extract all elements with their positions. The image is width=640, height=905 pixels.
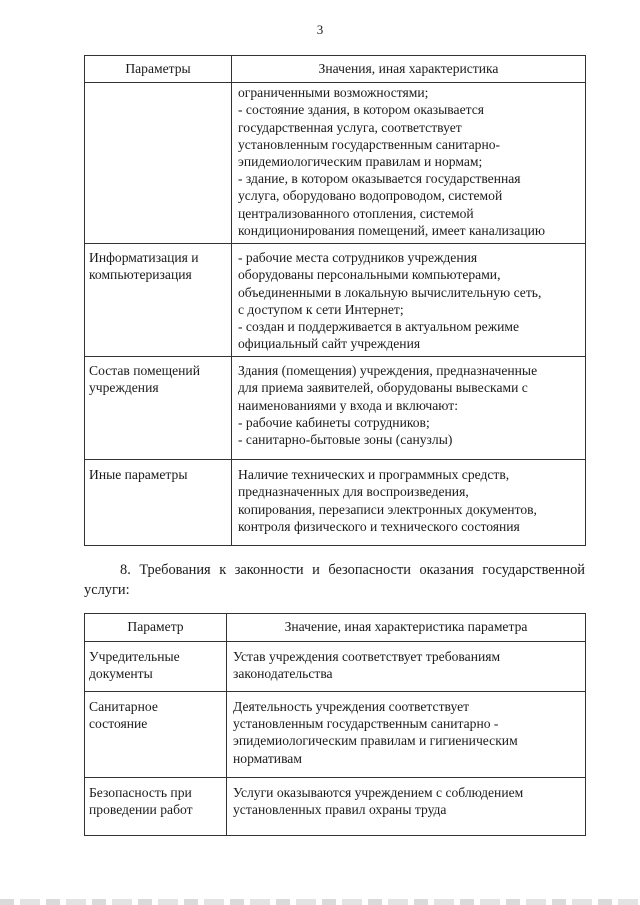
service-parameters-table [84, 55, 586, 546]
value-cell [232, 460, 586, 546]
text-line: с доступом к сети Интернет; [238, 301, 404, 317]
value-cell [227, 642, 586, 692]
text-line: установленным государственным санитарно- [238, 136, 501, 152]
text-line: Информатизация и [89, 250, 199, 266]
text-line: документы [89, 666, 153, 682]
section-heading [84, 560, 585, 600]
text-line: - создан и поддерживается в актуальном режиме [238, 319, 520, 335]
page-number: 3 [316, 22, 324, 37]
text-line: Санитарное [89, 699, 158, 714]
text-line: услуга, оборудовано водопроводом, системой [238, 188, 503, 204]
param-cell [85, 692, 227, 778]
text-line: эпидемиологическим правилам и нормам; [238, 154, 483, 170]
text-line: наименованиями у входа и включают: [238, 397, 458, 413]
legality-safety-table [84, 613, 586, 836]
text-line: законодательства [233, 666, 333, 682]
table-row [85, 357, 586, 460]
column-header-value: Значение, иная характеристика параметра [227, 614, 586, 642]
text-line: компьютеризация [89, 267, 192, 283]
text-line: нормативам [233, 750, 302, 766]
text-line: кондиционирования помещений, имеет канализацию [238, 222, 546, 238]
text-line: Иные параметры [89, 467, 188, 483]
table-row [85, 460, 586, 546]
text-line: - санитарно-бытовые зоны (санузлы) [238, 432, 453, 448]
value-cell [232, 83, 586, 244]
text-line: Учредительные [89, 649, 180, 664]
text-line: оборудованы персональными компьютерами, [238, 267, 501, 283]
table-row [85, 244, 586, 357]
table-row [85, 778, 586, 836]
text-line: официальный сайт учреждения [238, 336, 421, 352]
text-line: Услуги оказываются учреждением с соблюдением [233, 785, 524, 800]
param-cell [85, 83, 232, 244]
text-line: проведении работ [89, 802, 193, 818]
param-cell [85, 244, 232, 357]
text-line: Наличие технических и программных средств, [238, 467, 510, 483]
param-cell [85, 460, 232, 546]
text-line: для приема заявителей, оборудованы вывесками с [238, 380, 528, 396]
table-header-row [85, 614, 586, 642]
text-line: - здание, в котором оказывается государственная [238, 171, 521, 187]
text-line: - состояние здания, в котором оказывается [238, 102, 485, 118]
text-line: объединенными в локальную вычислительную сеть, [238, 284, 542, 300]
text-line: - рабочие места сотрудников учреждения [238, 250, 478, 266]
value-cell [227, 778, 586, 836]
value-cell [232, 244, 586, 357]
text-line: Устав учреждения соответствует требованиям [233, 649, 501, 664]
column-header-parameters: Параметры [85, 56, 232, 83]
text-line: государственная услуга, соответствует [238, 119, 462, 135]
param-cell [85, 778, 227, 836]
text-line: эпидемиологическим правилам и гигиеническим [233, 733, 518, 749]
column-header-values: Значения, иная характеристика [232, 56, 586, 83]
text-line: контроля физического и технического состояния [238, 518, 520, 534]
table-row [85, 83, 586, 244]
scan-edge-artifact [0, 899, 640, 905]
column-header-parameter: Параметр [85, 614, 227, 642]
text-line: учреждения [89, 380, 159, 396]
text-line: - рабочие кабинеты сотрудников; [238, 414, 430, 430]
table-row [85, 692, 586, 778]
text-line: копирования, перезаписи электронных документов, [238, 501, 537, 517]
table-row [85, 642, 586, 692]
value-cell [227, 692, 586, 778]
text-line: Состав помещений [89, 363, 200, 379]
param-cell [85, 642, 227, 692]
param-cell [85, 357, 232, 460]
section-heading-text: 8. Требования к законности и безопасности оказания государственной услуги: [84, 562, 585, 598]
text-line: Безопасность при [89, 785, 192, 800]
value-cell [232, 357, 586, 460]
text-line: Деятельность учреждения соответствует [233, 699, 470, 714]
text-line: установленных правил охраны труда [233, 802, 447, 818]
table-header-row [85, 56, 586, 83]
text-line: ограниченными возможностями; [238, 85, 429, 101]
text-line: установленным государственным санитарно - [233, 716, 499, 732]
text-line: предназначенных для воспроизведения, [238, 484, 469, 500]
text-line: централизованного отопления, системой [238, 205, 474, 221]
text-line: Здания (помещения) учреждения, предназначенные [238, 363, 538, 379]
text-line: состояние [89, 716, 148, 732]
